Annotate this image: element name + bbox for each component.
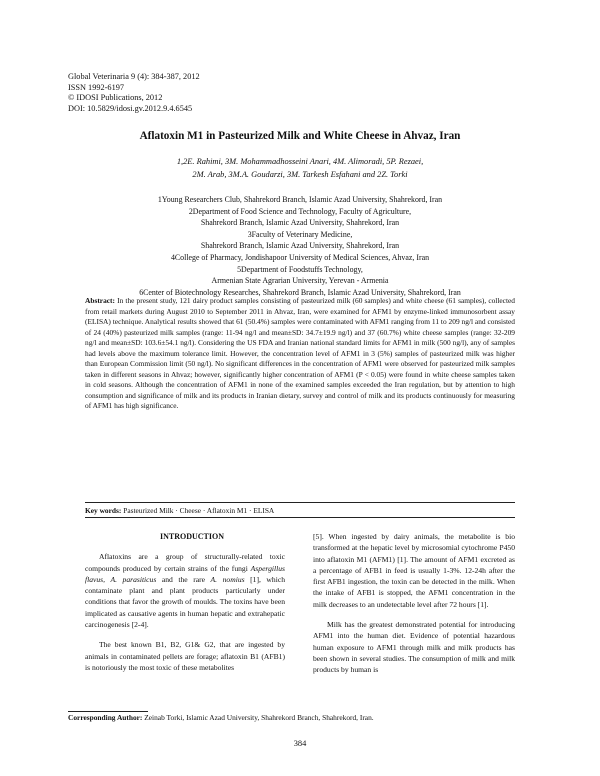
abstract-label: Abstract: bbox=[85, 296, 115, 305]
journal-header bbox=[68, 72, 368, 114]
keywords bbox=[85, 506, 515, 515]
affiliation-line: 6Center of Biotechnology Researches, Shahrekord Branch, Islamic Azad University, Shahrekord, Iran bbox=[139, 287, 461, 297]
abstract-text: In the present study, 121 dairy product samples consisting of pasteurized milk (60 samples) and white cheese (61 samples), collected from retail markets during August 2010 to September 2011 in Ahvaz, Iran, were examined for AFM1 by enzyme-linked immunosorbent assay (ELISA) technique. Analytical results showed that 61 (50.4%) samples were contaminated with AFM1 ranging from 11 to 209 ng/l and consisted of 24 (40%) pasteurized milk samples (range: 11-94 ng/l and mean±SD: 34.7±19.9 ng/l) and 37 (60.7%) white cheese samples (range: 32-209 ng/l and mean±SD: 103.6±54.1 ng/l). Considering the US FDA and Iranian national standard limits for AFM1 in milk (500 ng/l), any of samples had levels above the maximum tolerance limit. However, the concentration level of AFM1 in 3 (5%) samples of pasteurized milk was higher than European Commission limit (50 ng/l). No significant differences in the concentration of AFM1 were observed for pasteurized milk samples taken in different seasons in Ahvaz; however, significantly higher concentration of AFM1 (P < 0.05) were found in white cheese samples taken in cold seasons. Although the concentration of AFM1 in none of the examined samples exceeded the Iran regulation, but by attention to high consumption and significance of milk and its products in Iranian dietary, survey and control of milk and its products continuously for measuring of AFM1 has high significance. bbox=[85, 296, 515, 411]
affiliation-line: 1Young Researchers Club, Shahrekord Branch, Islamic Azad University, Shahrekord, Iran bbox=[157, 195, 443, 204]
intro-paragraph-4: Milk has the greatest demonstrated potential for introducing AFM1 into the human diet. Evidence of potential hazardous human exposure to AFM1 through milk and milk products has been shown in several studies. The consumption of milk and milk products by human is bbox=[313, 620, 515, 675]
affiliation-line: Armenian State Agrarian University, Yerevan - Armenia bbox=[211, 276, 389, 286]
affiliation-line: 2Department of Food Science and Technology, Faculty of Agriculture, bbox=[188, 206, 412, 216]
corresponding-label: Corresponding Author: bbox=[68, 713, 143, 722]
footnote-rule bbox=[68, 711, 148, 712]
affiliation-line: Shahrekord Branch, Islamic Azad University, Shahrekord, Iran bbox=[200, 218, 400, 228]
journal-doi: DOI: 10.5829/idosi.gv.2012.9.4.6545 bbox=[68, 103, 193, 113]
abstract-divider bbox=[85, 502, 515, 503]
author-line-1: 1,2E. Rahimi, 3M. Mohammadhosseini Anari, 4M. Alimoradi, 5P. Rezaei, bbox=[176, 157, 424, 166]
author-list bbox=[100, 156, 500, 181]
keywords-label: Key words: bbox=[85, 506, 122, 515]
affiliation-line: Shahrekord Branch, Islamic Azad University, Shahrekord, Iran bbox=[200, 241, 400, 251]
author-line-2: 2M. Arab, 3M.A. Goudarzi, 3M. Tarkesh Esfahani and 2Z. Torki bbox=[192, 169, 408, 179]
intro-paragraph-1: Aflatoxins are a group of structurally-related toxic compounds produced by certain strains of the fungi Aspergillus flavus, A. parasiticus and the rare A. nomius [1], which contaminate plant and plant products particularly under conditions that favor the growth of moulds. The toxins have been implicated as causative agents in human hepatic and extrahepatic carcinogenesis [2-4]. bbox=[85, 552, 285, 630]
affiliation-line: 3Faculty of Veterinary Medicine, bbox=[247, 229, 353, 239]
affiliations bbox=[80, 194, 520, 298]
right-column bbox=[313, 531, 515, 676]
paper-title: Aflatoxin M1 in Pasteurized Milk and White Cheese in Ahvaz, Iran bbox=[139, 130, 461, 142]
corresponding-text: Zeinab Torki, Islamic Azad University, Shahrekord Branch, Shahrekord, Iran. bbox=[144, 713, 374, 722]
left-column bbox=[85, 531, 285, 673]
page-number: 384 bbox=[293, 739, 307, 748]
affiliation-line: 4College of Pharmacy, Jondishapoor University of Medical Sciences, Ahvaz, Iran bbox=[170, 252, 430, 262]
intro-paragraph-2: The best known B1, B2, G1& G2, that are ingested by animals in contaminated pellets are forage; aflatoxin B1 (AFB1) is notoriously the most toxic of these metabolites bbox=[85, 640, 285, 672]
intro-paragraph-3: [5]. When ingested by dairy animals, the metabolite is bio transformed at the hepatic level by microsomial cytochrome P450 into aflatoxin M1 (AFM1) [1]. The amount of AFM1 excreted as a percentage of AFB1 in feed is usually 1-3%. 12-24h after the first AFB1 ingestion, the toxin can be detected in the milk. When the intake of AFB1 is stopped, the AFM1 concentration in the milk decreases to an undetectable level after 72 hours [1]. bbox=[313, 532, 515, 609]
journal-issn: ISSN 1992-6197 bbox=[68, 82, 125, 92]
affiliation-line: 5Department of Foodstuffs Technology, bbox=[237, 264, 363, 274]
introduction-heading: INTRODUCTION bbox=[159, 532, 224, 541]
journal-citation: Global Veterinaria 9 (4): 384-387, 2012 bbox=[68, 72, 200, 81]
keywords-divider bbox=[85, 517, 515, 518]
corresponding-author bbox=[68, 713, 374, 722]
abstract bbox=[85, 296, 515, 412]
journal-copyright: © IDOSI Publications, 2012 bbox=[68, 93, 163, 103]
keywords-text: Pasteurized Milk · Cheese · Aflatoxin M1 · ELISA bbox=[123, 506, 275, 515]
